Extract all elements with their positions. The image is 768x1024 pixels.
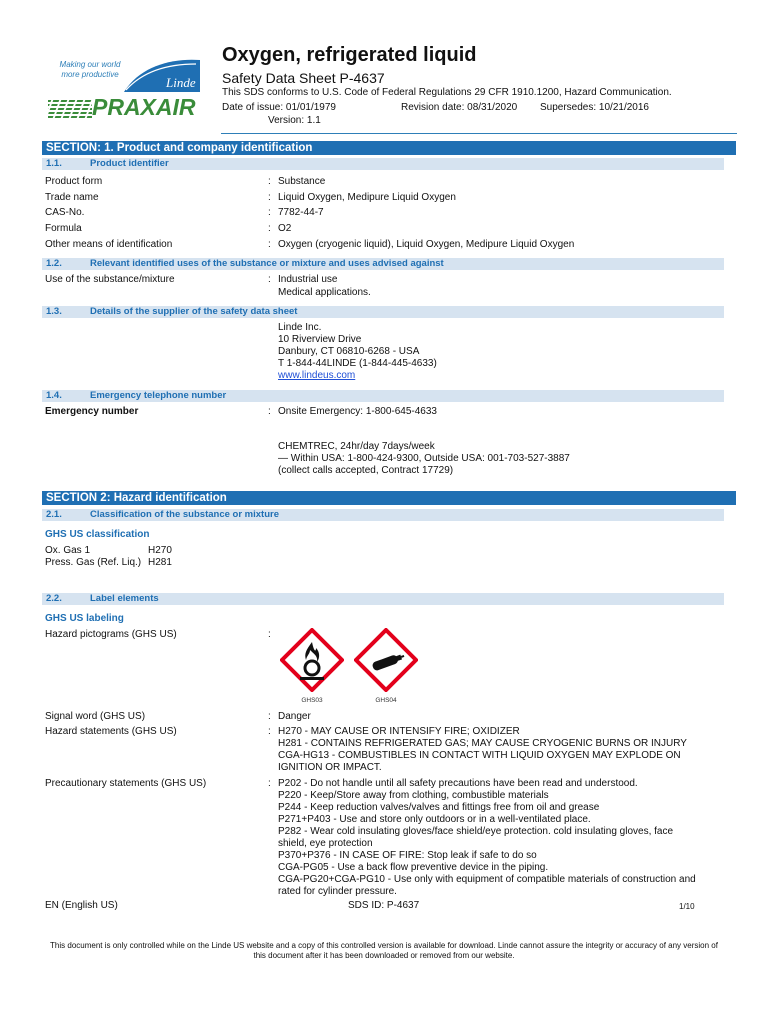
section-2-header: SECTION 2: Hazard identification [42, 491, 736, 505]
colon: : [268, 192, 271, 203]
use-value: Medical applications. [278, 287, 371, 298]
classification-code: H281 [148, 557, 172, 568]
subsection-2-2 [42, 593, 724, 605]
colon: : [268, 629, 271, 640]
praxair-stripes-icon [48, 98, 92, 120]
row-value: Substance [278, 176, 326, 187]
subsection-title: Emergency telephone number [90, 390, 227, 401]
hazard-statement: H281 - CONTAINS REFRIGERATED GAS; MAY CAUSE CRYOGENIC BURNS OR INJURY [278, 738, 687, 749]
document-subtitle: Safety Data Sheet P-4637 [222, 70, 385, 86]
subsection-1-4 [42, 390, 724, 402]
subsection-1-1 [42, 158, 724, 170]
logo-tagline: Making our world more productive [59, 60, 121, 79]
use-label: Use of the substance/mixture [45, 274, 175, 285]
colon: : [268, 223, 271, 234]
pictogram-caption: GHS04 [375, 697, 397, 704]
classification-code: H270 [148, 545, 172, 556]
conformity-statement: This SDS conforms to U.S. Code of Federal Regulations 29 CFR 1910.1200, Hazard Communication. [222, 87, 672, 98]
praxair-logo [48, 94, 208, 122]
signal-word-value: Danger [278, 711, 311, 722]
pictogram-caption: GHS03 [301, 697, 323, 704]
signal-word-label: Signal word (GHS US) [45, 711, 146, 722]
chemtrec-line: CHEMTREC, 24hr/day 7days/week [278, 441, 435, 452]
colon: : [268, 726, 271, 737]
subsection-1-2 [42, 258, 724, 270]
colon: : [268, 711, 271, 722]
subsection-number: 1.4. [46, 390, 62, 401]
pictogram-ghs03 [280, 628, 344, 704]
precautionary-statement: P220 - Keep/Store away from clothing, combustible materials [278, 790, 549, 801]
chemtrec-line: (collect calls accepted, Contract 17729) [278, 465, 454, 476]
subsection-title: Relevant identified uses of the substance or mixture and uses advised against [90, 258, 444, 269]
supplier-website-link[interactable]: www.lindeus.com [278, 370, 356, 381]
linde-wordmark: Linde [166, 75, 196, 90]
colon: : [268, 176, 271, 187]
precautionary-statement: P282 - Wear cold insulating gloves/face shield/eye protection. cold insulating gloves, face [278, 826, 674, 837]
use-value: Industrial use [278, 274, 338, 285]
supersedes-date: Supersedes: 10/21/2016 [540, 102, 649, 113]
subsection-title: Label elements [90, 593, 159, 604]
subsection-1-3 [42, 306, 724, 318]
subsection-number: 2.2. [46, 593, 62, 604]
subsection-title: Classification of the substance or mixture [90, 509, 279, 520]
row-label: Formula [45, 223, 82, 234]
linde-logo-icon [122, 56, 202, 94]
footer-language: EN (English US) [45, 900, 118, 911]
row-value: O2 [278, 223, 292, 234]
subsection-number: 1.2. [46, 258, 62, 269]
footer-page-number: 1/10 [679, 902, 695, 911]
row-label: Other means of identification [45, 239, 173, 250]
ghs-classification-heading: GHS US classification [45, 529, 150, 540]
header-divider [221, 133, 737, 134]
supplier-city: Danbury, CT 06810-6268 - USA [278, 346, 420, 357]
revision-date: Revision date: 08/31/2020 [401, 102, 518, 113]
hazard-statement: H270 - MAY CAUSE OR INTENSIFY FIRE; OXIDIZER [278, 726, 520, 737]
hazard-statements-label: Hazard statements (GHS US) [45, 726, 177, 737]
emergency-label: Emergency number [45, 406, 139, 417]
precautionary-statement: P370+P376 - IN CASE OF FIRE: Stop leak if safe to do so [278, 850, 537, 861]
hazard-statement: CGA-HG13 - COMBUSTIBLES IN CONTACT WITH LIQUID OXYGEN MAY EXPLODE ON [278, 750, 681, 761]
classification-name: Press. Gas (Ref. Liq.) [45, 557, 142, 568]
row-label: Product form [45, 176, 103, 187]
precautionary-statement: rated for cylinder pressure. [278, 886, 397, 897]
precautionary-statement: P244 - Keep reduction valves/valves and fittings free from oil and grease [278, 802, 600, 813]
chemtrec-line: — Within USA: 1-800-424-9300, Outside USA: 001-703-527-3887 [278, 453, 570, 464]
subsection-title: Details of the supplier of the safety data sheet [90, 306, 298, 317]
precautionary-statement: P271+P403 - Use and store only outdoors or in a well-ventilated place. [278, 814, 591, 825]
colon: : [268, 239, 271, 250]
supplier-street: 10 Riverview Drive [278, 334, 362, 345]
precautionary-statement: P202 - Do not handle until all safety precautions have been read and understood. [278, 778, 638, 789]
precautionary-statements-label: Precautionary statements (GHS US) [45, 778, 207, 789]
company-logo [44, 52, 204, 124]
version: Version: 1.1 [268, 115, 321, 126]
subsection-number: 2.1. [46, 509, 62, 520]
footer-disclaimer: This document is only controlled while on the Linde US website and a copy of this controlled version is available for download. Linde cannot assure the integrity or accuracy of any version of this document after it has been downloaded or removed from our website. [50, 941, 718, 960]
row-value: 7782-44-7 [278, 207, 324, 218]
subsection-number: 1.1. [46, 158, 62, 169]
subsection-number: 1.3. [46, 306, 62, 317]
row-label: Trade name [45, 192, 99, 203]
hazard-statement: IGNITION OR IMPACT. [278, 762, 382, 773]
precautionary-statement: CGA-PG05 - Use a back flow preventive device in the piping. [278, 862, 549, 873]
document-title: Oxygen, refrigerated liquid [222, 44, 477, 66]
date-of-issue: Date of issue: 01/01/1979 [222, 102, 336, 113]
gas-cylinder-icon [354, 628, 418, 692]
pictogram-ghs04 [354, 628, 418, 704]
row-value: Liquid Oxygen, Medipure Liquid Oxygen [278, 192, 456, 203]
subsection-title: Product identifier [90, 158, 169, 169]
precautionary-statement: shield, eye protection [278, 838, 373, 849]
flame-over-circle-icon [280, 628, 344, 692]
supplier-phone: T 1-844-44LINDE (1-844-445-4633) [278, 358, 437, 369]
colon: : [268, 274, 271, 285]
classification-name: Ox. Gas 1 [45, 545, 91, 556]
ghs-labeling-heading: GHS US labeling [45, 613, 124, 624]
colon: : [268, 778, 271, 789]
colon: : [268, 207, 271, 218]
colon: : [268, 406, 271, 417]
supplier-name: Linde Inc. [278, 322, 322, 333]
row-label: CAS-No. [45, 207, 85, 218]
footer-sds-id: SDS ID: P-4637 [348, 900, 420, 911]
row-value: Oxygen (cryogenic liquid), Liquid Oxygen, Medipure Liquid Oxygen [278, 239, 575, 250]
precautionary-statement: CGA-PG20+CGA-PG10 - Use only with equipment of compatible materials of construction and [278, 874, 696, 885]
praxair-wordmark: PRAXAIR [92, 94, 196, 120]
pictograms-label: Hazard pictograms (GHS US) [45, 629, 177, 640]
emergency-value: Onsite Emergency: 1-800-645-4633 [278, 406, 437, 417]
subsection-2-1 [42, 509, 724, 521]
section-1-header: SECTION: 1. Product and company identification [42, 141, 736, 155]
